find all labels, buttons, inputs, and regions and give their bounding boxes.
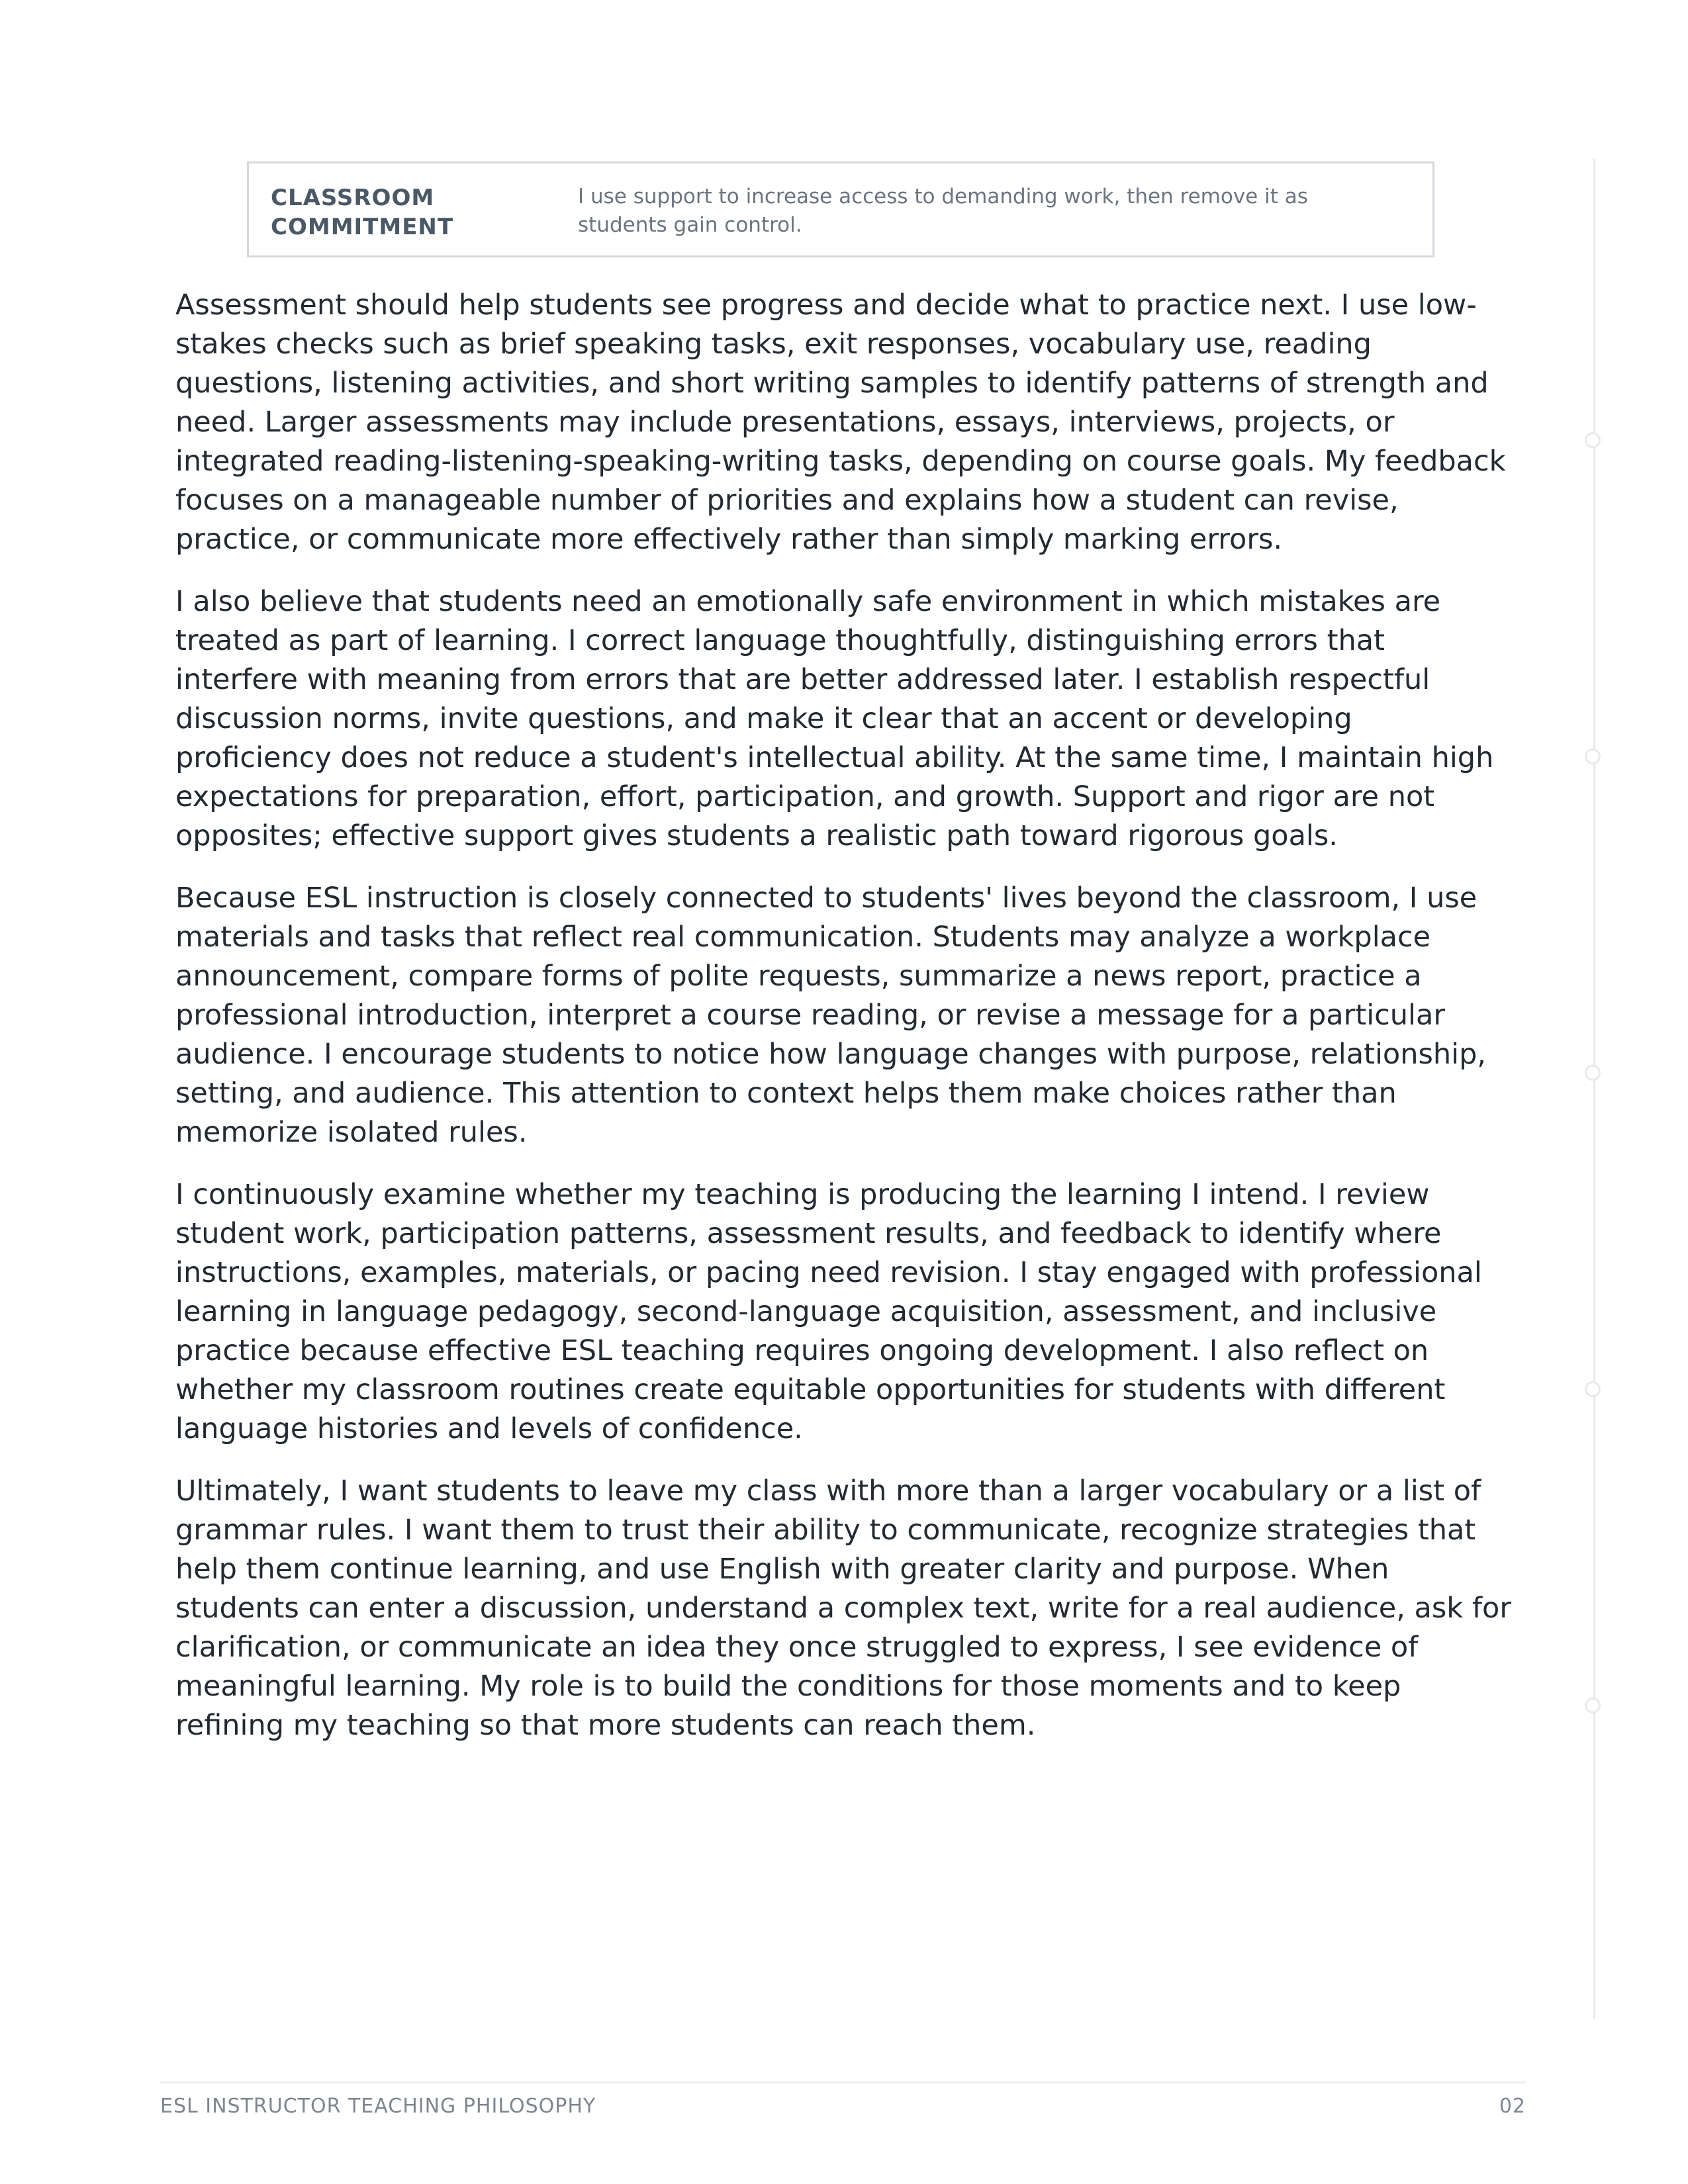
callout-text: I use support to increase access to demanding work, then remove it as students gain control. [578, 185, 1308, 237]
rail-marker [1585, 432, 1601, 448]
footer-document-title: ESL INSTRUCTOR TEACHING PHILOSOPHY [160, 2095, 596, 2118]
body-text [175, 286, 1513, 1768]
callout-label-line1: CLASSROOM [271, 185, 435, 211]
classroom-commitment-callout [247, 161, 1434, 257]
paragraph-reflection: I continuously examine whether my teaching is producing the learning I intend. I review student work, participation patterns, assessment results, and feedback to identify where instructions, examples, materials, or pacing need revision. I stay engaged with professional learning in language pedagogy, second-language acquisition, assessment, and inclusive practice because effective ESL teaching requires ongoing development. I also reflect on whether my classroom routines create equitable opportunities for students with different language histories and levels of confidence. [175, 1178, 1482, 1445]
rail-marker [1585, 1381, 1601, 1397]
footer-divider [160, 2081, 1526, 2083]
paragraph-conclusion: Ultimately, I want students to leave my class with more than a larger vocabulary or a list of grammar rules. I want them to trust their ability to communicate, recognize strategies that help them continue learning, and use English with greater clarity and purpose. When students can enter a discussion, understand a complex text, write for a real audience, ask for clarification, or communicate an idea they once struggled to express, I see evidence of meaningful learning. My role is to build the conditions for those moments and to keep refining my teaching so that more students can reach them. [175, 1475, 1511, 1742]
paragraph-assessment: Assessment should help students see progress and decide what to practice next. I use low-stakes checks such as brief speaking tasks, exit responses, vocabulary use, reading questions, listening activities, and short writing samples to identify patterns of strength and need. Larger assessments may include presentations, essays, interviews, projects, or integrated reading-listening-speaking-writing tasks, depending on course goals. My feedback focuses on a manageable number of priorities and explains how a student can revise, practice, or communicate more effectively rather than simply marking errors. [175, 289, 1506, 556]
callout-label [271, 183, 536, 242]
rail-marker [1585, 1698, 1601, 1713]
paragraph-safe-environment: I also believe that students need an emotionally safe environment in which mistakes are treated as part of learning. I correct language thoughtfully, distinguishing errors that interfere with meaning from errors that are better addressed later. I establish respectful discussion norms, invite questions, and make it clear that an accent or developing proficiency does not reduce a student's intellectual ability. At the same time, I maintain high expectations for preparation, effort, participation, and growth. Support and rigor are not opposites; effective support gives students a realistic path toward rigorous goals. [175, 585, 1494, 852]
callout-label-line2: COMMITMENT [271, 214, 454, 240]
rail-marker [1585, 749, 1601, 764]
footer-page-number: 02 [1499, 2095, 1526, 2118]
paragraph-real-communication: Because ESL instruction is closely connected to students' lives beyond the classroom, I use materials and tasks that reflect real communication. Students may analyze a workplace announcement, compare forms of polite requests, summarize a news report, practice a professional introduction, interpret a course reading, or revise a message for a particular audience. I encourage students to notice how language changes with purpose, relationship, setting, and audience. This attention to context helps them make choices rather than memorize isolated rules. [175, 882, 1487, 1149]
rail-marker [1585, 1065, 1601, 1081]
